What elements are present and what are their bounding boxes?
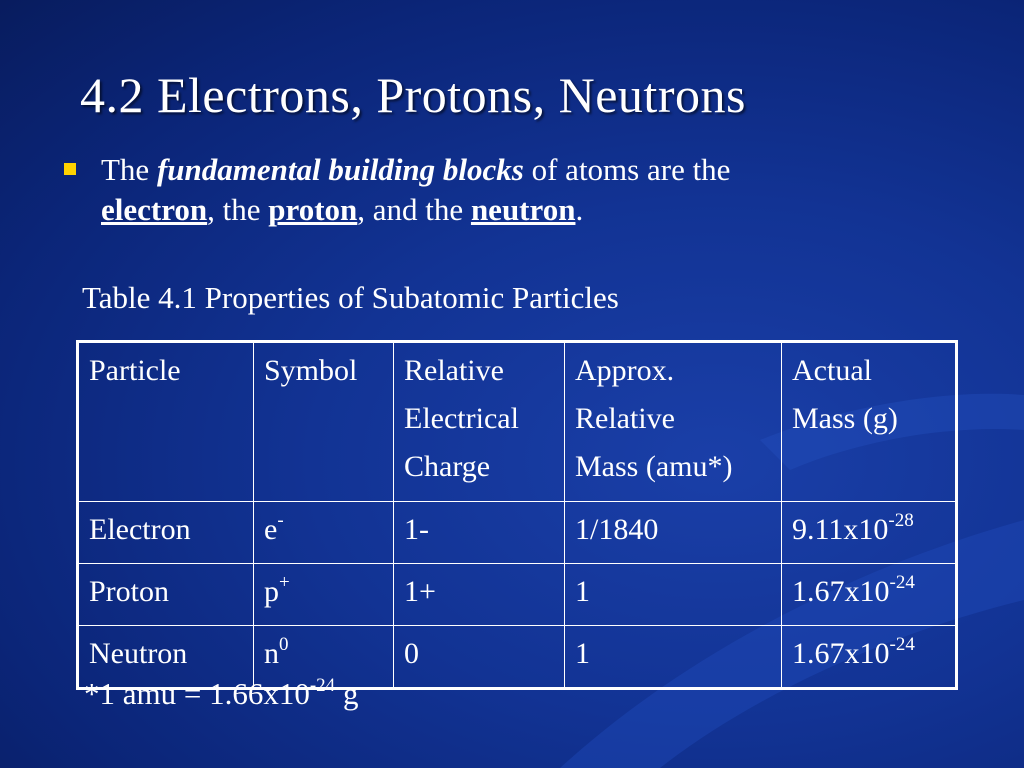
cell-particle: Neutron <box>78 626 254 689</box>
header-symbol: Symbol <box>254 342 394 502</box>
header-charge: Relative Electrical Charge <box>394 342 565 502</box>
square-bullet-icon <box>64 163 76 175</box>
bullet-text-part: . <box>575 192 584 227</box>
cell-approx-mass: 1 <box>565 626 782 689</box>
cell-particle: Proton <box>78 564 254 626</box>
cell-charge: 0 <box>394 626 565 689</box>
cell-approx-mass: 1/1840 <box>565 502 782 564</box>
subatomic-properties-table <box>76 340 958 690</box>
keyword-proton: proton <box>268 192 358 227</box>
bullet-emphasis: fundamental building blocks <box>156 152 524 187</box>
bullet-text <box>101 150 944 230</box>
cell-charge: 1+ <box>394 564 565 626</box>
bullet-text-part: of atoms are the <box>523 152 731 187</box>
table-row-proton <box>78 564 957 626</box>
cell-actual-mass: $1.67x10^{-24}$ <box>782 626 957 689</box>
header-approx-mass: Approx. Relative Mass (amu*) <box>565 342 782 502</box>
bullet-point <box>64 150 944 230</box>
cell-actual-mass: $9.11x10^{-28}$ <box>782 502 957 564</box>
bullet-text-part: , and the <box>357 192 471 227</box>
cell-particle: Electron <box>78 502 254 564</box>
keyword-neutron: neutron <box>470 192 576 227</box>
cell-approx-mass: 1 <box>565 564 782 626</box>
keyword-electron: electron <box>101 192 208 227</box>
slide-title: 4.2 Electrons, Protons, Neutrons <box>80 67 746 123</box>
table-header-row <box>78 342 957 502</box>
table-caption: Table 4.1 Properties of Subatomic Particles <box>82 280 619 315</box>
cell-symbol: p+ <box>254 564 394 626</box>
bullet-text-part: The <box>101 152 157 187</box>
cell-symbol: $n^0$ <box>254 626 394 689</box>
cell-symbol: e- <box>254 502 394 564</box>
header-particle: Particle <box>78 342 254 502</box>
bullet-text-part: , the <box>207 192 269 227</box>
cell-actual-mass: $1.67x10^{-24}$ <box>782 564 957 626</box>
amu-footnote: *1 amu = $1.66x10^{-24}$ g <box>84 674 359 711</box>
table-row-electron <box>78 502 957 564</box>
header-actual-mass: Actual Mass (g) <box>782 342 957 502</box>
cell-charge: 1- <box>394 502 565 564</box>
